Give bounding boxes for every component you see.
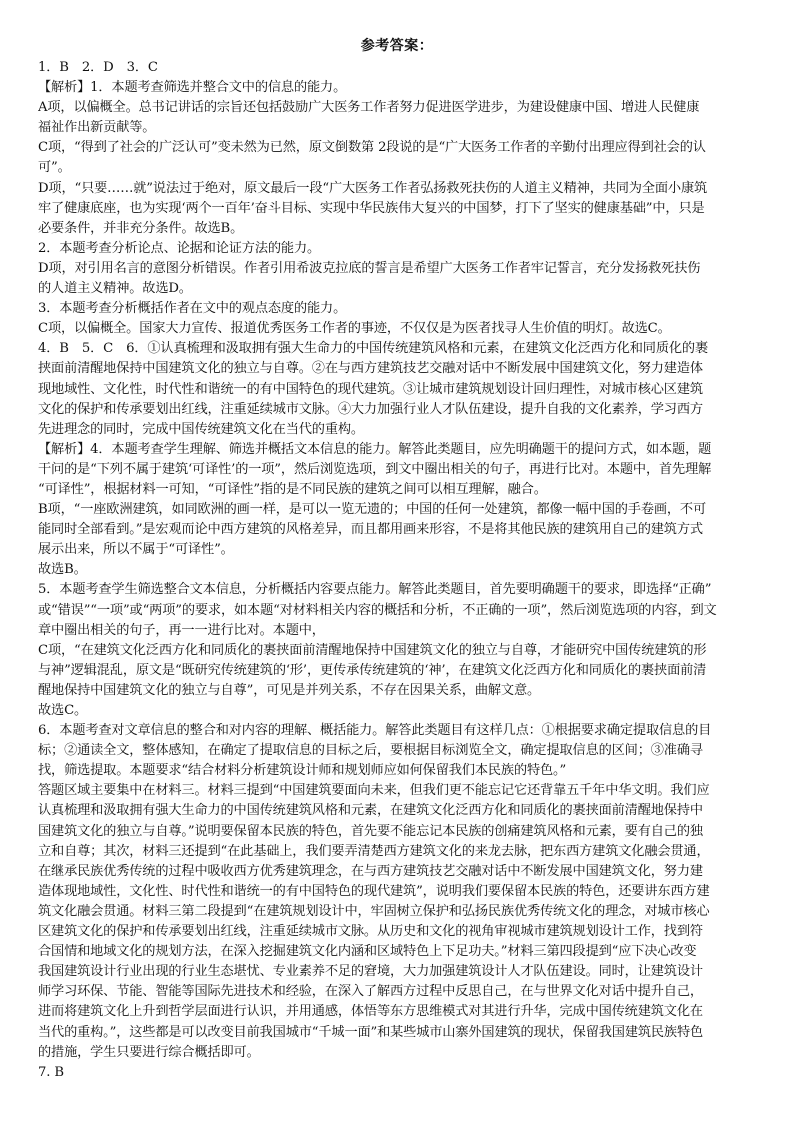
- text-line: 合国情和地域文化的规划方法，在深入挖掘建筑文化内涵和区域特色上下足功夫。”材料三第四段提到“应下决心改变: [38, 944, 697, 960]
- text-line: 国建筑文化的独立与自尊。”说明要保留本民族的特色，首先要不能忘记本民族的创痛建筑风格和元素，要有自己的独: [38, 823, 703, 839]
- text-line: 立和自尊；其次，材料三还提到“在此基础上，我们要弄清楚西方建筑文化的来龙去脉，把东西方建筑文化融会贯通，: [38, 843, 710, 859]
- text-line: 与神”逻辑混乱，原文是“既研究传统建筑的‘形’，更传承传统建筑的‘神’，在建筑文化泛西方化和同质化的裹挟面前清: [38, 662, 707, 678]
- text-line: D项，对引用名言的意图分析错误。作者引用希波克拉底的誓言是希望广大医务工作者牢记誓言，充分发扬救死扶伤: [38, 260, 701, 276]
- text-line: 造体现地域性，文化性、时代性和谐统一的有中国特色的现代建筑”，说明我们要保留本民族的特色，还要讲东西方建: [38, 883, 710, 899]
- text-line: 文化的保护和传承要划出红线，注重延续城市文脉。④大力加强行业人才队伍建设，提升自我的文化素养，学习西方: [38, 401, 703, 417]
- text-line: 醒地保持中国建筑文化的独立与自尊”，可见是并列关系，不存在因果关系，曲解文意。: [38, 682, 541, 698]
- page-title: 参考答案：: [360, 38, 434, 54]
- text-line: 2．本题考查分析论点、论据和论证方法的能力。: [38, 240, 321, 256]
- text-line: D项，“只要……就”说法过于绝对，原文最后一段“广大医务工作者弘扬救死扶伤的人道主义精神，共同为全面小康筑: [38, 180, 708, 196]
- text-line: 找，筛选提取。本题要求“结合材料分析建筑设计师和规划师应如何保留我们本民族的特色。”: [38, 763, 567, 779]
- text-line: 干问的是“下列不属于建筑‘可译性’的一项”，然后浏览选项，到文中圈出相关的句子，再进行比对。本题中，首先理解: [38, 461, 712, 477]
- text-line: C项，以偏概全。国家大力宣传、报道优秀医务工作者的事迹，不仅仅是为医者找寻人生价值的明灯。故选C。: [38, 321, 671, 337]
- text-line: 在继承民族优秀传统的过程中吸收西方优秀建筑理念，在与西方建筑技艺交融对话中不断发展中国建筑文化，努力建: [38, 863, 703, 879]
- text-line: 的人道主义精神。故选D。: [38, 281, 192, 297]
- text-line: 区建筑文化的保护和传承要划出红线，注重延续城市文脉。从历史和文化的视角审视城市建筑规划设计工作，找到符: [38, 924, 703, 940]
- text-line: 认真梳理和汲取拥有强大生命力的中国传统建筑风格和元素，在建筑文化泛西方化和同质化的裹挟面前清醒地保持中: [38, 803, 703, 819]
- text-line: C项，“在建筑文化泛西方化和同质化的裹挟面前清醒地保持中国建筑文化的独立与自尊，才能研究中国传统建筑的形: [38, 642, 707, 658]
- text-line: 当代的重构。”，这些都是可以改变目前我国城市“千城一面”和某些城市山寨外国建筑的现状，保留我国建筑民族特色: [38, 1024, 704, 1040]
- text-line: 筑文化融会贯通。材料三第二段提到“在建筑规划设计中，牢固树立保护和弘扬民族优秀传统文化的理念，对城市核心: [38, 903, 710, 919]
- answer-text-body: [38, 58, 756, 1103]
- text-line: B项，“一座欧洲建筑，如同欧洲的画一样，是可以一览无遗的；中国的任何一处建筑，都像一幅中国的手卷画，不可: [38, 502, 707, 518]
- text-line: 标；②通读全文，整体感知，在确定了提取信息的目标之后，要根据目标浏览全文，确定提取信息的区间；③准确寻: [38, 743, 703, 759]
- text-line: 我国建筑设计行业出现的行业生态堪忧、专业素养不足的窘境，大力加强建筑设计人才队伍建设。同时，让建筑设计: [38, 964, 703, 980]
- text-line: 现地域性、文化性，时代性和谐统一的有中国特色的现代建筑。③让城市建筑规划设计回归理性，对城市核心区建筑: [38, 381, 703, 397]
- text-line: 福祉作出新贡献等。: [38, 120, 156, 136]
- text-line: 或“错误”“一项”或“两项”的要求，如本题“对材料相关内容的概括和分析，不正确的一项”，然后浏览选项的内容，到文: [38, 602, 717, 618]
- text-line: 牢了健康底座，也为实现‘两个一百年’奋斗目标、实现中华民族伟大复兴的中国梦，打下了坚实的健康基础”中，只是: [38, 200, 705, 216]
- text-line: 7. B: [38, 1064, 64, 1080]
- text-line: 【解析】4．本题考查学生理解、筛选并概括文本信息的能力。解答此类题目，应先明确题干的提问方式，如本题，题: [38, 441, 712, 457]
- text-line: 进而将建筑文化上升到哲学层面进行认识，并用通感，体悟等东方思维模式对其进行升华，完成中国传统建筑文化在: [38, 1004, 703, 1020]
- text-line: 的措施，学生只要进行综合概括即可。: [38, 1044, 260, 1060]
- text-line: 故选C。: [38, 703, 88, 718]
- text-line: C项，“得到了社会的广泛认可”变未然为已然，原文倒数第 2段说的是“广大医务工作者的辛勤付出理应得到社会的认: [38, 140, 706, 156]
- text-line: 【解析】1．本题考查筛选并整合文中的信息的能力。: [38, 80, 347, 96]
- text-line: 1．B 2．D 3．C: [38, 60, 158, 75]
- text-line: 4．B 5．C 6．①认真梳理和汲取拥有强大生命力的中国传统建筑风格和元素，在建筑文化泛西方化和同质化的裹: [38, 341, 708, 357]
- text-line: 先进理念的同时，完成中国传统建筑文化在当代的重构。: [38, 421, 364, 437]
- text-line: 答题区域主要集中在材料三。材料三提到“中国建筑要面向未来，但我们更不能忘记它还背靠五千年中华文明。我们应: [38, 783, 710, 799]
- text-line: “可译性”，根据材料一可知，“可译性”指的是不同民族的建筑之间可以相互理解，融合。: [38, 481, 547, 497]
- text-line: 可”。: [38, 160, 71, 176]
- text-line: 章中圈出相关的句子，再一一进行比对。本题中，: [38, 622, 325, 638]
- text-line: 挟面前清醒地保持中国建筑文化的独立与自尊。②在与西方建筑技艺交融对话中不断发展中国建筑文化，努力建造体: [38, 361, 703, 377]
- text-line: [38, 1083, 756, 1103]
- text-line: 必要条件，并非充分条件。故选B。: [38, 220, 244, 236]
- text-line: A项，以偏概全。总书记讲话的宗旨还包括鼓励广大医务工作者努力促进医学进步，为建设健康中国、增进人民健康: [38, 100, 700, 116]
- text-line: 5．本题考查学生筛选整合文本信息，分析概括内容要点能力。解答此类题目，首先要明确题干的要求，即选择“正确”: [38, 582, 712, 598]
- text-line: 故选B。: [38, 562, 87, 578]
- text-line: 6．本题考查对文章信息的整合和对内容的理解、概括能力。解答此类题目有这样几点：①根据要求确定提取信息的目: [38, 723, 712, 739]
- text-line: 师学习环保、节能、智能等国际先进技术和经验，在深入了解西方过程中反思自己，在与世界文化对话中提升自己，: [38, 984, 703, 1000]
- text-line: 展示出来，所以不属于“可译性”。: [38, 542, 234, 558]
- text-line: 3．本题考查分析概括作者在文中的观点态度的能力。: [38, 301, 347, 317]
- text-line: 能同时全部看到。”是宏观而论中西方建筑的风格差异，而且都用画来形容，不是将其他民族的建筑用自己的建筑方式: [38, 522, 703, 538]
